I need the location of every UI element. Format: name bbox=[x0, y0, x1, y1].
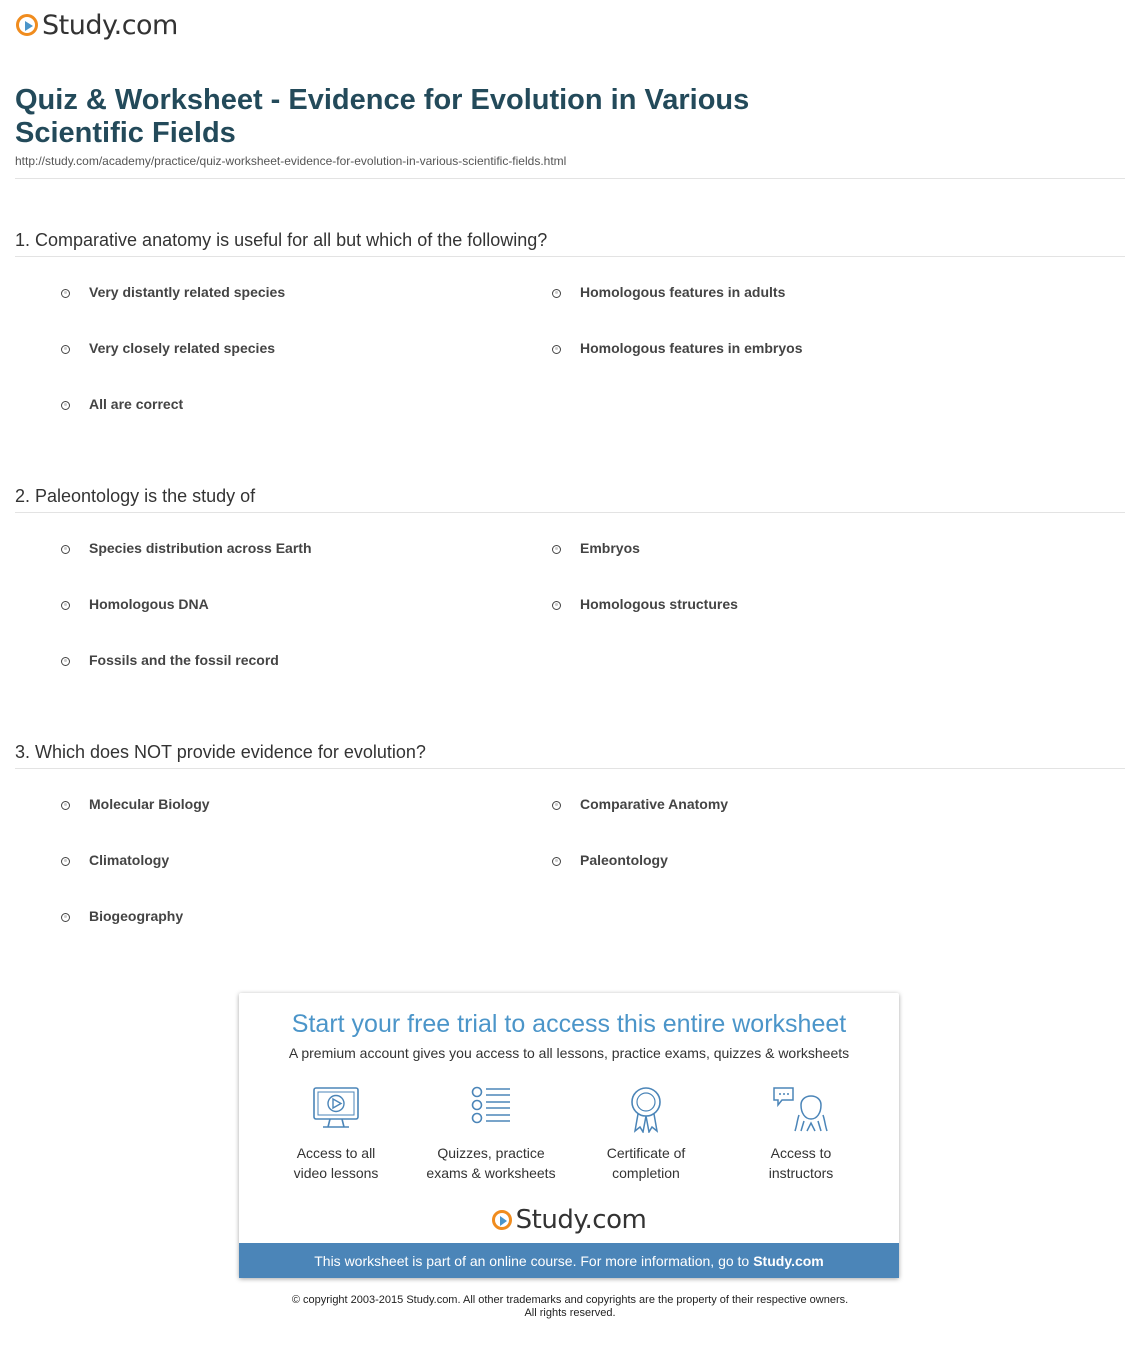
answer-option[interactable]: Climatology bbox=[61, 852, 169, 868]
promo-subtitle: A premium account gives you access to all lessons, practice exams, quizzes & worksheets bbox=[288, 1045, 850, 1061]
radio-button[interactable] bbox=[61, 345, 70, 354]
page-url: http://study.com/academy/practice/quiz-worksheet-evidence-for-evolution-in-various-scientific-fields.html bbox=[15, 154, 567, 168]
question-3: 3. Which does NOT provide evidence for evolution? bbox=[15, 742, 426, 762]
answer-option[interactable]: Comparative Anatomy bbox=[552, 796, 728, 812]
copyright-footer: © copyright 2003-2015 Study.com. All other trademarks and copyrights are the property of their respective owners. All rights reserved. bbox=[291, 1294, 849, 1319]
answer-option[interactable]: Molecular Biology bbox=[61, 796, 210, 812]
radio-button[interactable] bbox=[61, 401, 70, 410]
feature-certificate: Certificate of completion bbox=[571, 1085, 721, 1183]
radio-button[interactable] bbox=[552, 289, 561, 298]
divider bbox=[15, 512, 1125, 513]
radio-button[interactable] bbox=[552, 345, 561, 354]
promo-study-logo[interactable]: Study.com bbox=[239, 1205, 899, 1235]
instructor-chat-icon bbox=[771, 1085, 831, 1133]
answer-option[interactable]: All are correct bbox=[61, 396, 183, 412]
logo-text: Study.com bbox=[42, 9, 178, 41]
divider bbox=[15, 256, 1125, 257]
radio-button[interactable] bbox=[61, 289, 70, 298]
feature-instructors: Access to instructors bbox=[726, 1085, 876, 1183]
answer-option[interactable]: Homologous features in adults bbox=[552, 284, 785, 300]
radio-button[interactable] bbox=[61, 857, 70, 866]
answer-option[interactable]: Very distantly related species bbox=[61, 284, 285, 300]
answer-option[interactable]: Very closely related species bbox=[61, 340, 275, 356]
play-logo-icon bbox=[492, 1210, 512, 1230]
answer-option[interactable]: Fossils and the fossil record bbox=[61, 652, 279, 668]
radio-button[interactable] bbox=[552, 601, 561, 610]
free-trial-promo bbox=[239, 993, 899, 1278]
divider bbox=[15, 178, 1125, 179]
page-title: Quiz & Worksheet - Evidence for Evolution in Various Scientific Fields bbox=[15, 84, 750, 149]
certificate-ribbon-icon bbox=[621, 1085, 671, 1133]
radio-button[interactable] bbox=[61, 545, 70, 554]
answer-option[interactable]: Homologous structures bbox=[552, 596, 738, 612]
divider bbox=[15, 768, 1125, 769]
promo-title[interactable]: Start your free trial to access this entire worksheet bbox=[291, 1010, 847, 1038]
answer-option[interactable]: Paleontology bbox=[552, 852, 668, 868]
study-logo[interactable] bbox=[16, 9, 178, 41]
radio-button[interactable] bbox=[61, 601, 70, 610]
answer-option[interactable]: Homologous DNA bbox=[61, 596, 209, 612]
radio-button[interactable] bbox=[61, 657, 70, 666]
course-info-bar: This worksheet is part of an online course. For more information, go to Study.com bbox=[239, 1243, 899, 1278]
feature-quizzes: Quizzes, practice exams & worksheets bbox=[416, 1085, 566, 1183]
answer-option[interactable]: Homologous features in embryos bbox=[552, 340, 802, 356]
play-logo-icon bbox=[16, 14, 38, 36]
radio-button[interactable] bbox=[61, 913, 70, 922]
question-1: 1. Comparative anatomy is useful for all but which of the following? bbox=[15, 230, 548, 250]
question-2: 2. Paleontology is the study of bbox=[15, 486, 256, 506]
feature-video-lessons: Access to all video lessons bbox=[261, 1085, 411, 1183]
answer-option[interactable]: Biogeography bbox=[61, 908, 183, 924]
radio-button[interactable] bbox=[552, 801, 561, 810]
study-link[interactable]: Study.com bbox=[753, 1252, 824, 1269]
answer-option[interactable]: Species distribution across Earth bbox=[61, 540, 312, 556]
quiz-list-icon bbox=[466, 1085, 516, 1133]
radio-button[interactable] bbox=[552, 545, 561, 554]
radio-button[interactable] bbox=[552, 857, 561, 866]
answer-option[interactable]: Embryos bbox=[552, 540, 640, 556]
radio-button[interactable] bbox=[61, 801, 70, 810]
video-lessons-icon bbox=[311, 1085, 361, 1133]
